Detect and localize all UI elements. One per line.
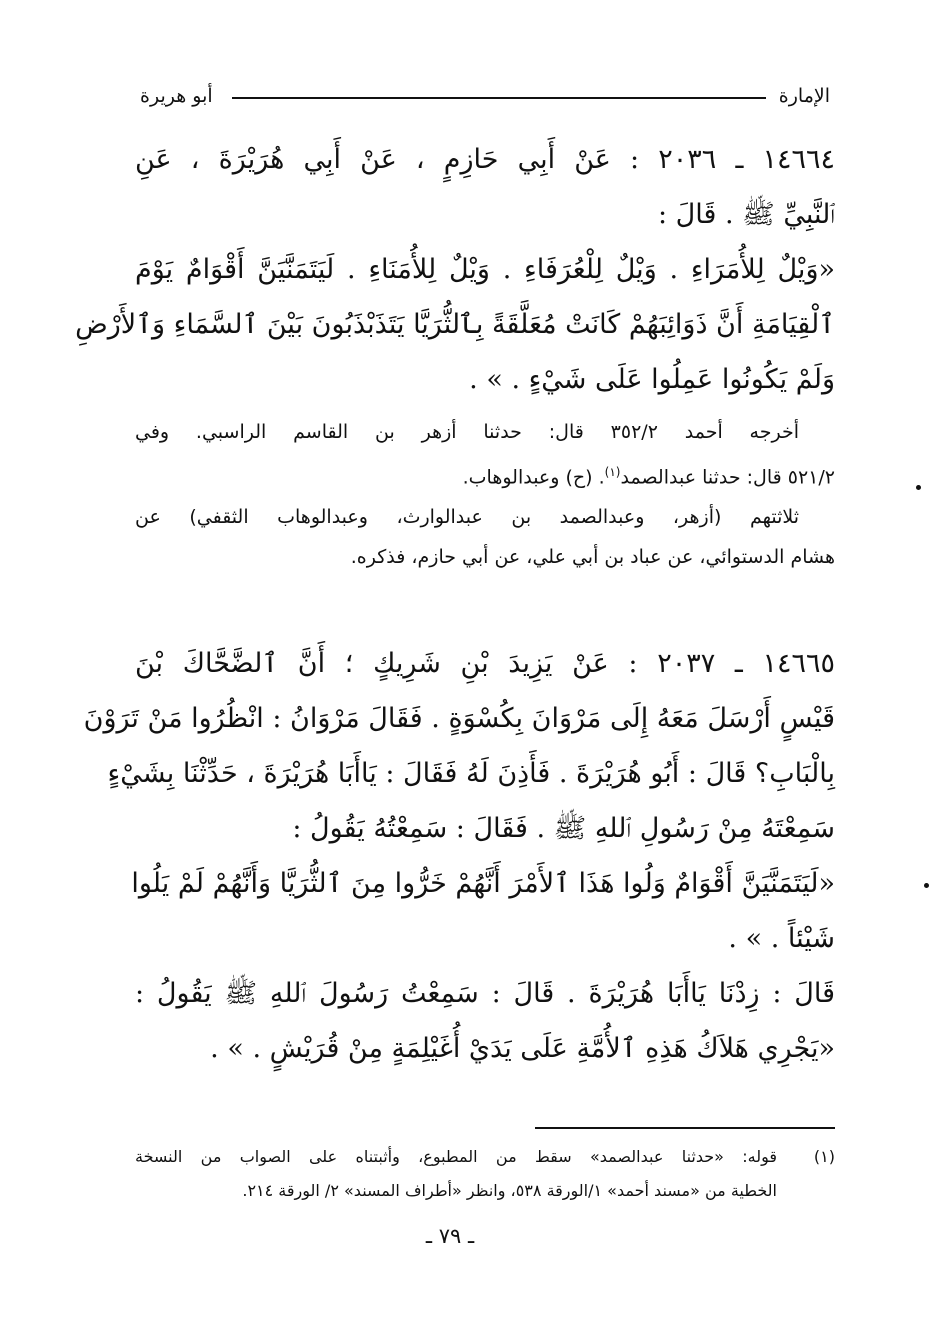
- page-number: ـ ٧٩ ـ: [425, 1224, 475, 1248]
- hadith-line: ٱلنَّبِيِّ ﷺ . قَالَ :: [657, 199, 835, 230]
- hadith-line: سَمِعْتَهُ مِنْ رَسُولِ ٱللهِ ﷺ . فَقَالَ : سَمِعْتُهُ يَقُولُ :: [292, 813, 835, 844]
- footnote-line: الخطية من «مسند أحمد» ١/الورقة ٥٣٨، وانظر «أطراف المسند» ٢/ الورقة ٢١٤.: [242, 1181, 777, 1200]
- takhrij-text: . (ح) وعبدالوهاب.: [462, 466, 605, 489]
- takhrij-line: [135, 452, 835, 497]
- footnote-text: [135, 1140, 777, 1208]
- hadith-line: بِالْبَابِ؟ قَالَ : أَبُو هُرَيْرَةَ . فَأَذِنَ لَهُ فَقَالَ : يَاأَبَا هُرَيْرَةَ ، حَدِّثْنَا بِشَيْءٍ: [107, 758, 835, 789]
- chapter-title: الإمارة: [778, 85, 830, 107]
- hadith-line: قَيْسٍ أَرْسَلَ مَعَهُ إِلَى مَرْوَانَ بِكُسْوَةٍ . فَقَالَ مَرْوَانُ : انْظُرُوا مَنْ تَرَوْنَ: [83, 703, 835, 734]
- footnote-marker: (١): [604, 465, 621, 479]
- hadith-line: «يَجْرِي هَلاَكُ هَذِهِ ٱلأُمَّةِ عَلَى يَدَيْ أُغَيْلِمَةٍ مِنْ قُرَيْشٍ . » .: [210, 1033, 835, 1064]
- hadith-14664: [75, 132, 836, 407]
- takhrij-line: ثلاثتهم (أزهر، وعبدالصمد بن عبدالوارث، وعبدالوهاب الثقفي) عن: [135, 506, 799, 529]
- hadith-line: ١٤٦٦٤ ـ ٢٠٣٦ : عَنْ أَبِي حَازِمٍ ، عَنْ أَبِي هُرَيْرَةَ ، عَنِ: [135, 144, 836, 175]
- takhrij-line: هشام الدستوائي، عن عباد بن أبي علي، عن أبي حازم، فذكره.: [350, 546, 835, 569]
- takhrij-14664: [135, 412, 835, 577]
- running-header: [140, 83, 830, 113]
- hadith-line: قَالَ : زِدْنَا يَاأَبَا هُرَيْرَةَ . قَالَ : سَمِعْتُ رَسُولَ ٱللهِ ﷺ يَقُولُ :: [135, 978, 835, 1009]
- header-rule: [232, 97, 766, 99]
- footnote-line: قوله: «حدثنا عبدالصمد» سقط من المطبوع، وأثبتناه على الصواب من النسخة: [135, 1147, 777, 1166]
- takhrij-line: أخرجه أحمد ٣٥٢/٢ قال: حدثنا أزهر بن القاسم الراسبي. وفي: [135, 421, 799, 443]
- hadith-14665: [83, 636, 836, 1076]
- margin-dot: [924, 883, 929, 888]
- footnotes: [135, 1140, 835, 1208]
- hadith-line: وَلَمْ يَكُونُوا عَمِلُوا عَلَى شَيْءٍ . » .: [469, 364, 835, 395]
- footnote-number: (١): [813, 1147, 835, 1166]
- footnote-rule: [535, 1127, 835, 1129]
- book-title: أبو هريرة: [140, 85, 213, 107]
- margin-dot: [916, 485, 921, 490]
- hadith-line: ٱلْقِيَامَةِ أَنَّ ذَوَائِبَهُمْ كَانَتْ مُعَلَّقَةً بِٱلثُّرَيَّا يَتَذَبْذَبُونَ بَيْنَ ٱلسَّمَاءِ وَٱلأَرْضِ: [75, 309, 835, 340]
- hadith-line: «لَيَتَمَنَّيَنَّ أَقْوَامٌ وَلُوا هَذَا ٱلأَمْرَ أَنَّهُمْ خَرُّوا مِنَ ٱلثُّرَيَّا وَأَنَّهُمْ لَمْ يَلُوا: [131, 868, 835, 899]
- hadith-line: «وَيْلٌ لِلأُمَرَاءِ . وَيْلٌ لِلْعُرَفَاءِ . وَيْلٌ لِلأُمَنَاءِ . لَيَتَمَنَّيَنَّ أَقْوَامٌ يَوْمَ: [135, 254, 835, 285]
- hadith-line: شَيْئاً . » .: [728, 923, 835, 954]
- hadith-line: ١٤٦٦٥ ـ ٢٠٣٧ : عَنْ يَزِيدَ بْنِ شَرِيكٍ ؛ أَنَّ ٱلضَّحَّاكَ بْنَ: [135, 648, 836, 679]
- takhrij-text: ٥٢١/٢ قال: حدثنا عبدالصمد: [620, 466, 835, 489]
